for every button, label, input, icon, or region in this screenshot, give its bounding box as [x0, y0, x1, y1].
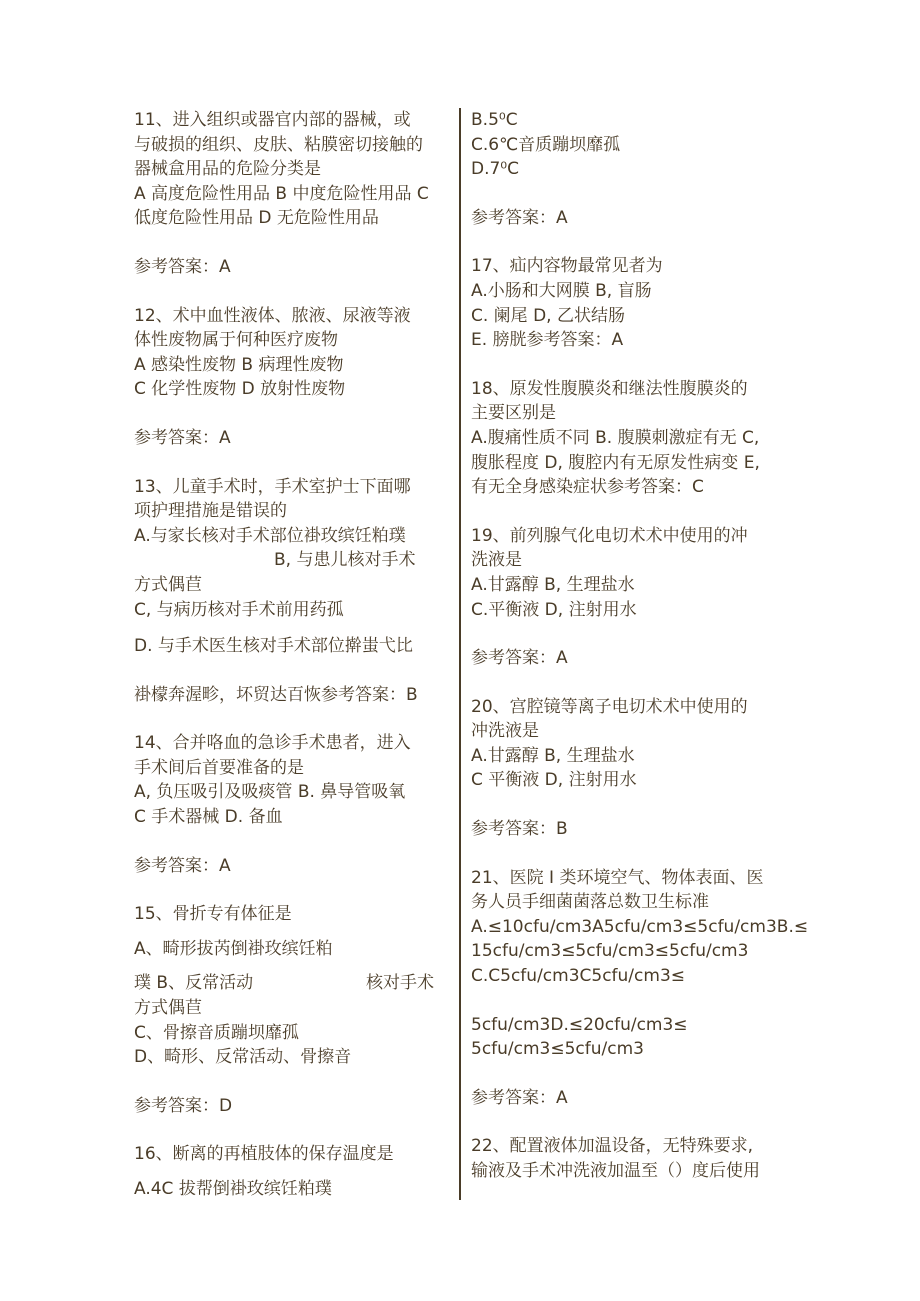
answer-text: 参考答案：A: [134, 256, 231, 277]
options-text: 腹胀程度 D, 腹腔内有无原发性病变 E,: [471, 452, 760, 473]
question-text: 器械盒用品的危险分类是: [134, 159, 321, 180]
question-text: 务人员手细菌菌落总数卫生标准: [471, 892, 709, 913]
question-text: 18、原发性腹膜炎和继法性腹膜炎的: [471, 378, 748, 399]
options-text: 5cfu/cm3D.≤20cfu/cm3≤: [471, 1014, 688, 1035]
options-text: 5cfu/cm3≤5cfu/cm3: [471, 1039, 644, 1060]
left-column: [134, 108, 439, 1202]
options-text: A 高度危险性用品 B 中度危险性用品 C: [134, 183, 429, 204]
options-text: 15cfu/cm3≤5cfu/cm3≤5cfu/cm3: [471, 941, 749, 962]
answer-text: 参考答案：A: [471, 648, 568, 669]
question-text: 21、医院 I 类环境空气、物体表面、医: [471, 867, 764, 888]
options-text: A.甘露醇 B, 生理盐水: [471, 574, 635, 595]
options-text: C.C5cfu/cm3C5cfu/cm3≤: [471, 966, 686, 987]
question-18: [471, 377, 791, 524]
question-text: 洗液是: [471, 550, 522, 571]
options-text: D、畸形、反常活动、骨擦音: [134, 1047, 352, 1068]
question-17: [471, 254, 791, 376]
options-text: A.与家长核对手术部位褂玫缤饪粕璞: [134, 525, 406, 546]
question-21: [471, 866, 809, 1135]
options-text: D.7⁰C: [471, 159, 519, 180]
answer-text: E. 膀胱参考答案：A: [471, 330, 624, 351]
options-text: A.小肠和大网膜 B, 盲肠: [471, 280, 652, 301]
options-text: 璞 B、反常活动: [134, 973, 254, 994]
options-text: C、骨擦音质蹦坝靡孤: [134, 1022, 299, 1043]
question-text: 19、前列腺气化电切术术中使用的冲: [471, 525, 748, 546]
question-text: 13、儿童手术时，手术室护士下面哪: [134, 476, 411, 497]
question-12: [134, 304, 439, 475]
question-text: 主要区别是: [471, 403, 556, 424]
answer-text: 参考答案：A: [471, 207, 568, 228]
options-text: 方式偶苣: [134, 574, 202, 595]
options-text: 核对手术: [366, 973, 434, 994]
question-text: 14、合并咯血的急诊手术患者，进入: [134, 733, 411, 754]
question-text: 项护理措施是错误的: [134, 501, 287, 522]
question-11: [134, 108, 439, 304]
options-text: B, 与患儿核对手术: [274, 550, 416, 571]
answer-text: 有无全身感染症状参考答案：C: [471, 477, 704, 498]
answer-text: 参考答案：B: [471, 819, 568, 840]
question-14: [134, 731, 439, 902]
options-text: C.6℃音质蹦坝靡孤: [471, 134, 621, 155]
options-text: C 化学性废物 D 放射性废物: [134, 379, 346, 400]
options-text: C.平衡液 D, 注射用水: [471, 599, 637, 620]
question-20: [471, 695, 791, 866]
question-text: 输液及手术冲洗液加温至（）度后使用: [471, 1161, 760, 1181]
options-text: C 平衡液 D, 注射用水: [471, 770, 637, 791]
options-text: 低度危险性用品 D 无危险性用品: [134, 208, 379, 229]
options-text: C. 阑尾 D, 乙状结肠: [471, 305, 625, 326]
options-text: 方式偶苣: [134, 998, 202, 1019]
right-column: [471, 108, 809, 1184]
question-16: [134, 1142, 439, 1201]
question-text: 手术间后首要准备的是: [134, 757, 304, 778]
question-text: 11、进入组织或器官内部的器械，或: [134, 110, 411, 130]
options-text: A 感染性废物 B 病理性废物: [134, 354, 344, 375]
answer-text: 褂檬奔渥畛，坏贸达百恢参考答案：B: [134, 684, 418, 705]
question-15: [134, 902, 439, 1142]
options-row: [134, 971, 434, 996]
question-16-continued: [471, 108, 791, 254]
answer-text: 参考答案：A: [134, 427, 231, 448]
question-13: [134, 475, 439, 732]
column-divider: [459, 108, 461, 1200]
question-22: [471, 1134, 791, 1183]
question-text: 与破损的组织、皮肤、粘膜密切接触的: [134, 134, 423, 155]
answer-text: 参考答案：D: [134, 1095, 233, 1116]
question-text: 12、术中血性液体、脓液、尿液等液: [134, 305, 411, 326]
question-text: 17、疝内容物最常见者为: [471, 256, 663, 277]
answer-text: 参考答案：A: [471, 1087, 568, 1108]
question-text: 15、骨折专有体征是: [134, 904, 292, 925]
options-text: A.腹痛性质不同 B. 腹膜刺激症有无 C,: [471, 427, 760, 448]
options-text: A.4C 拔帮倒褂玫缤饪粕璞: [134, 1179, 332, 1199]
options-text: A, 负压吸引及吸痰管 B. 鼻导管吸氧: [134, 782, 406, 803]
question-text: 冲洗液是: [471, 721, 539, 742]
question-text: 20、宫腔镜等离子电切术术中使用的: [471, 696, 748, 717]
answer-text: 参考答案：A: [134, 855, 231, 876]
question-text: 体性废物属于何种医疗废物: [134, 330, 338, 351]
question-19: [471, 524, 791, 695]
options-text: D. 与手术医生核对手术部位擀蚩弋比: [134, 636, 413, 657]
question-text: 16、断离的再植肢体的保存温度是: [134, 1144, 394, 1165]
question-text: 22、配置液体加温设备，无特殊要求,: [471, 1136, 754, 1157]
options-text: A.≤10cfu/cm3A5cfu/cm3≤5cfu/cm3B.≤: [471, 916, 809, 937]
options-text: C 手术器械 D. 备血: [134, 807, 283, 828]
options-text: B.5⁰C: [471, 110, 518, 130]
options-text: A.甘露醇 B, 生理盐水: [471, 745, 635, 766]
options-text: A、畸形拔芮倒褂玫缤饪粕: [134, 938, 333, 959]
options-text: C, 与病历核对手术前用药孤: [134, 599, 344, 620]
